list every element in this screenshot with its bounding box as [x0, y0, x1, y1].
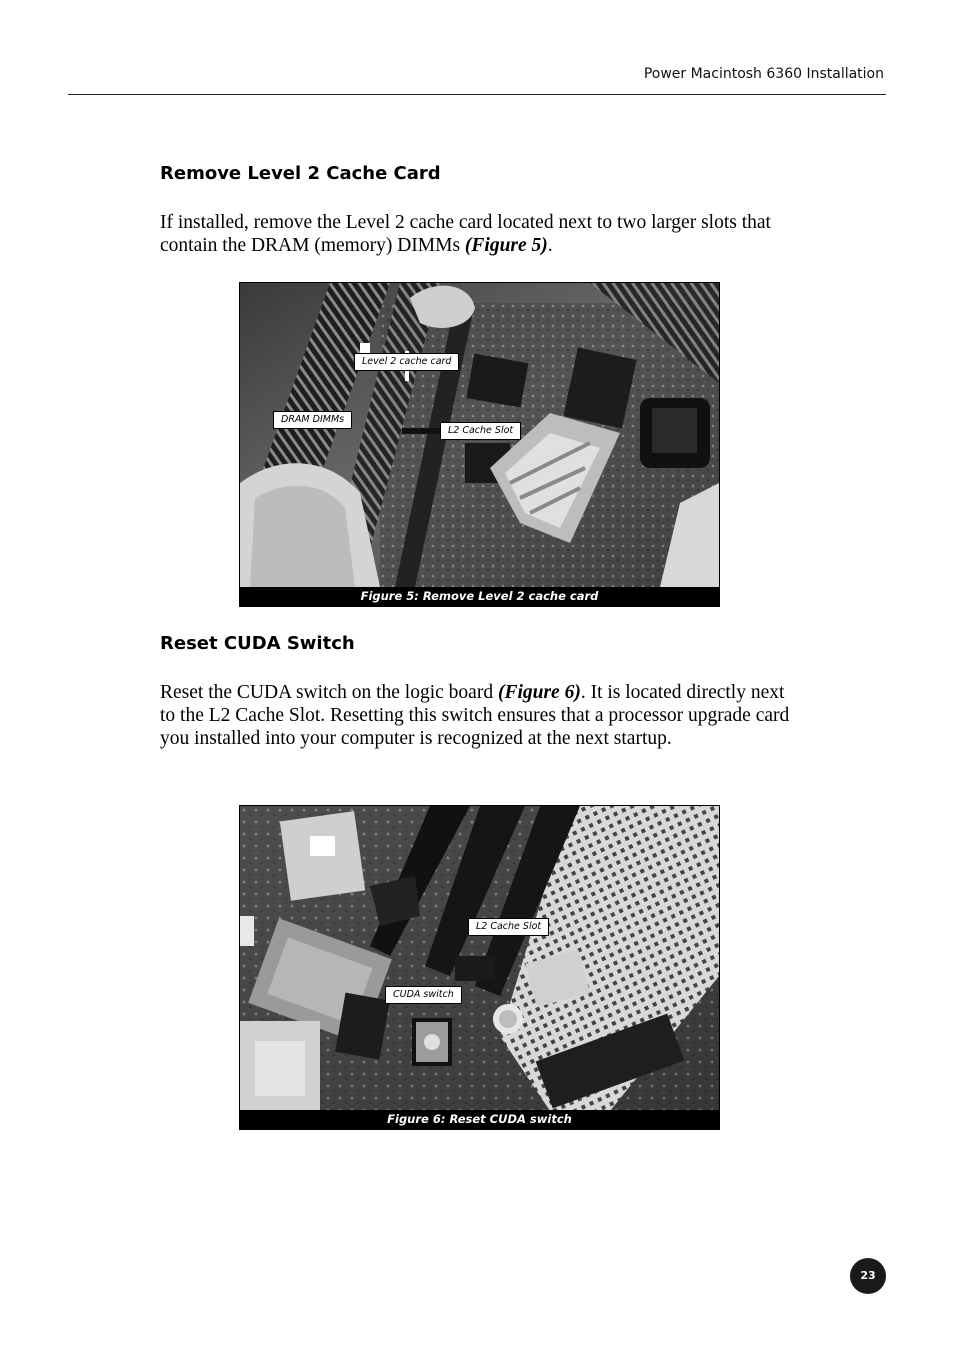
- callout-l2-cache-slot: L2 Cache Slot: [440, 422, 521, 440]
- paragraph-text: If installed, remove the Level 2 cache card located next to two larger slots that contain the DRAM (memory) DIMMs: [160, 212, 771, 256]
- logic-board-photo-cuda: [240, 806, 719, 1111]
- paragraph-reset-cuda: [160, 681, 800, 750]
- figure-6-caption: Figure 6: Reset CUDA switch: [240, 1110, 719, 1129]
- callout-l2-cache-slot: L2 Cache Slot: [468, 918, 549, 936]
- paragraph-remove-cache: [160, 211, 800, 257]
- callout-dram-dimms: DRAM DIMMs: [273, 411, 352, 429]
- figure-reference: (Figure 6): [497, 682, 581, 703]
- paragraph-text: .: [547, 235, 553, 256]
- callout-cuda-switch: CUDA switch: [385, 986, 462, 1004]
- figure-6: [239, 805, 720, 1130]
- paragraph-text: . It is located directly next to the L2 Cache Slot. Resetting this switch ensures that a processor upgrade card you installed into your computer is recognized at the next startup.: [160, 682, 790, 749]
- callout-level2-cache-card: Level 2 cache card: [354, 353, 459, 371]
- running-header: Power Macintosh 6360 Installation: [643, 66, 884, 82]
- figure-reference: (Figure 5): [464, 235, 548, 256]
- section-heading-reset-cuda: Reset CUDA Switch: [160, 633, 355, 654]
- page-number: 23: [850, 1258, 886, 1294]
- paragraph-text: Reset the CUDA switch on the logic board: [160, 682, 498, 703]
- figure-5-caption: Figure 5: Remove Level 2 cache card: [240, 587, 719, 606]
- header-rule: [68, 94, 886, 95]
- figure-5: [239, 282, 720, 607]
- section-heading-remove-cache: Remove Level 2 Cache Card: [160, 163, 441, 184]
